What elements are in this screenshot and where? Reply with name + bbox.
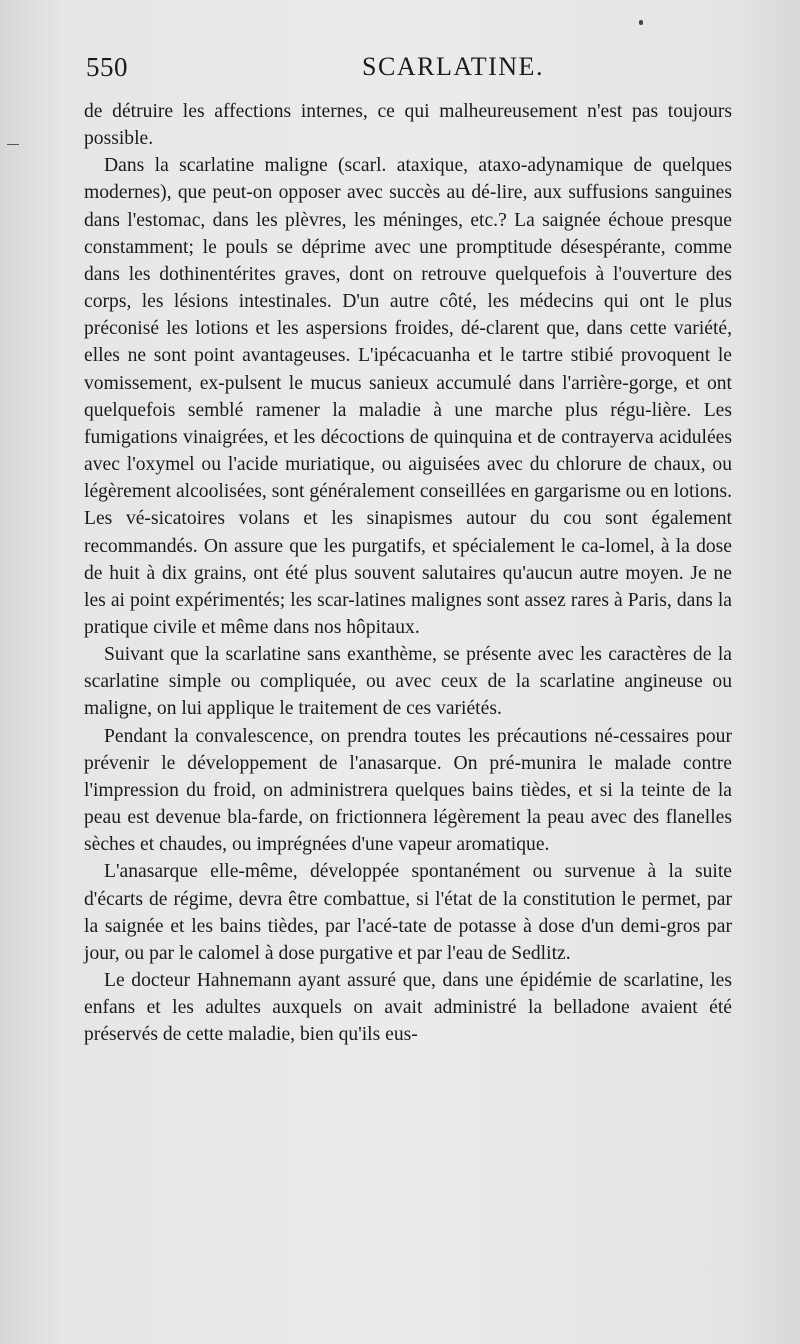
ink-speck [639, 20, 643, 25]
running-head [86, 52, 760, 88]
running-title: SCARLATINE. [362, 52, 544, 81]
text-body [84, 98, 732, 1048]
paragraph-1: de détruire les affections internes, ce qui malheureusement n'est pas toujours possible. [84, 101, 732, 150]
paragraph-4: Pendant la convalescence, on prendra toutes les précautions né-cessaires pour prévenir le développement de l'anasarque. On pré-munira le malade contre l'impression du froid, on administrera quelques bains tièdes, et si la teinte de la peau est devenue bla-farde, on frictionnera légèrement la peau avec des flanelles sèches et chaudes, ou imprégnées d'une vapeur aromatique. [84, 725, 732, 856]
paragraph-3: Suivant que la scarlatine sans exanthème, se présente avec les caractères de la scarlatine simple ou compliquée, ou avec ceux de la scarlatine angineuse ou maligne, on lui applique le traitement de ces variétés. [84, 644, 732, 720]
paragraph-5: L'anasarque elle-même, développée spontanément ou survenue à la suite d'écarts de régime, devra être combattue, si l'état de la constitution le permet, par la saignée et les bains tièdes, par l'acé-tate de potasse à dose d'un demi-gros par jour, ou par le calomel à dose purgative et par l'eau de Sedlitz. [84, 861, 732, 964]
paragraph-6: Le docteur Hahnemann ayant assuré que, dans une épidémie de scarlatine, les enfans et les adultes auxquels on avait administré la belladone avaient été préservés de cette maladie, bien qu'ils eus- [84, 970, 732, 1046]
margin-mark [7, 144, 19, 145]
paragraph-2: Dans la scarlatine maligne (scarl. ataxique, ataxo-adynamique de quelques modernes), que peut-on opposer avec succès au dé-lire, aux suffusions sanguines dans l'estomac, dans les plèvres, les méninges, etc.? La saignée échoue presque constamment; le pouls se déprime avec une promptitude désespérante, comme dans les dothinentérites graves, dont on retrouve quelquefois à l'ouverture des corps, les lésions intestinales. D'un autre côté, les médecins qui ont le plus préconisé les lotions et les aspersions froides, dé-clarent que, dans cette variété, elles ne sont point avantageuses. L'ipécacuanha et le tartre stibié provoquent le vomissement, ex-pulsent le mucus sanieux accumulé dans l'arrière-gorge, et ont quelquefois semblé ramener la maladie à une marche plus régu-lière. Les fumigations vinaigrées, et les décoctions de quinquina et de contrayerva acidulées avec l'oxymel ou l'acide muriatique, ou aiguisées avec du chlorure de chaux, ou légèrement alcoolisées, sont généralement conseillées en gargarisme ou en lotions. Les vé-sicatoires volans et les sinapismes autour du cou sont également recommandés. On assure que les purgatifs, et spécialement le ca-lomel, à la dose de huit à dix grains, ont été plus souvent salutaires qu'aucun autre moyen. Je ne les ai point expérimentés; les scar-latines malignes sont assez rares à Paris, dans la pratique civile et même dans nos hôpitaux. [84, 155, 732, 638]
page-number: 550 [86, 52, 128, 82]
